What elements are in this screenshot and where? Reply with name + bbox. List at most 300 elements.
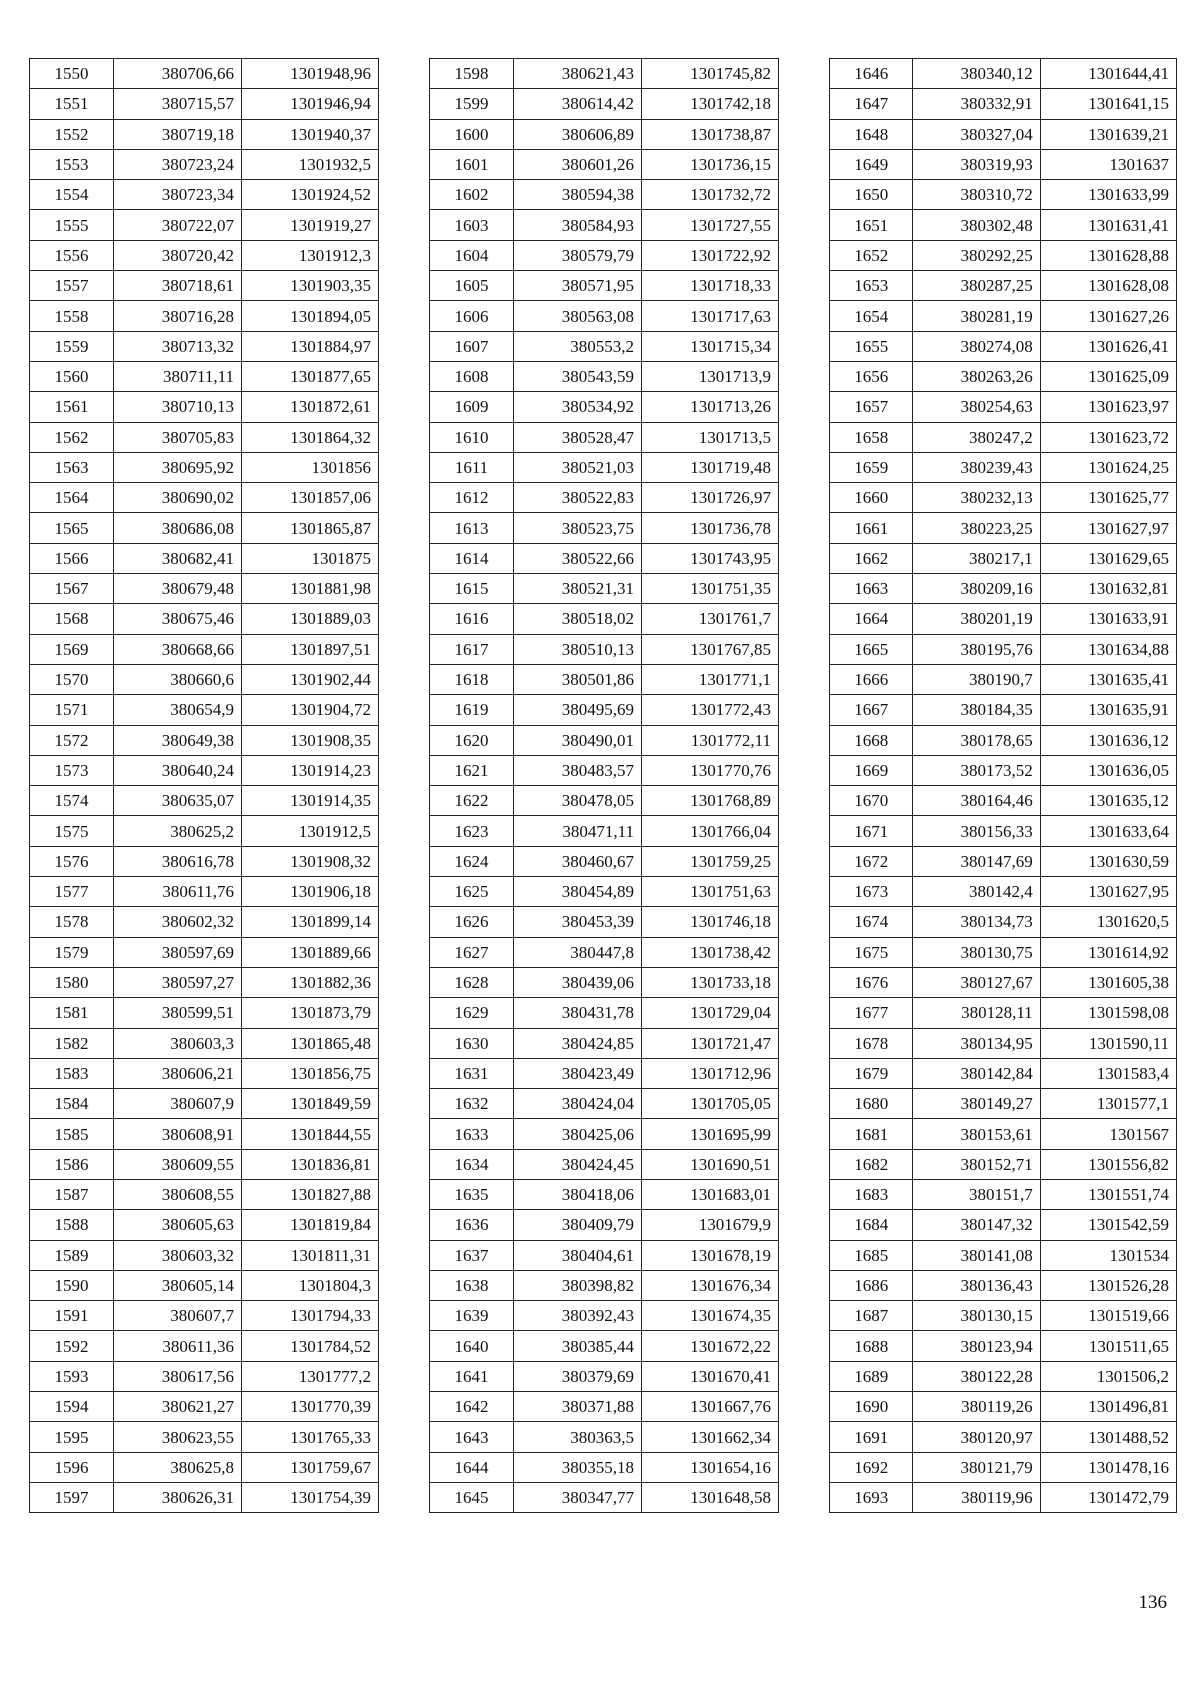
table-row	[830, 240, 1177, 270]
table-row	[430, 967, 779, 997]
y-coordinate-cell: 1301654,16	[642, 1452, 779, 1482]
point-number-cell: 1668	[830, 725, 913, 755]
point-number-cell: 1655	[830, 331, 913, 361]
x-coordinate-cell: 380597,27	[114, 967, 242, 997]
y-coordinate-cell: 1301751,63	[642, 877, 779, 907]
table-row	[830, 574, 1177, 604]
y-coordinate-cell: 1301598,08	[1040, 998, 1176, 1028]
table-row	[30, 1270, 379, 1300]
point-number-cell: 1603	[430, 210, 514, 240]
x-coordinate-cell: 380128,11	[913, 998, 1040, 1028]
point-number-cell: 1663	[830, 574, 913, 604]
y-coordinate-cell: 1301630,59	[1040, 846, 1176, 876]
table-row	[430, 786, 779, 816]
table-row	[830, 907, 1177, 937]
x-coordinate-cell: 380302,48	[913, 210, 1040, 240]
table-row	[830, 786, 1177, 816]
point-number-cell: 1624	[430, 846, 514, 876]
table-row	[30, 1210, 379, 1240]
x-coordinate-cell: 380123,94	[913, 1331, 1040, 1361]
x-coordinate-cell: 380690,02	[114, 483, 242, 513]
table-row	[30, 331, 379, 361]
x-coordinate-cell: 380606,89	[514, 119, 642, 149]
table-row	[430, 1452, 779, 1482]
point-number-cell: 1552	[30, 119, 114, 149]
y-coordinate-cell: 1301727,55	[642, 210, 779, 240]
point-number-cell: 1587	[30, 1179, 114, 1209]
y-coordinate-cell: 1301912,3	[242, 240, 379, 270]
table-row	[430, 210, 779, 240]
table-row	[30, 1089, 379, 1119]
y-coordinate-cell: 1301519,66	[1040, 1301, 1176, 1331]
y-coordinate-cell: 1301759,67	[242, 1452, 379, 1482]
y-coordinate-cell: 1301637	[1040, 149, 1176, 179]
y-coordinate-cell: 1301705,05	[642, 1089, 779, 1119]
x-coordinate-cell: 380518,02	[514, 604, 642, 634]
point-number-cell: 1582	[30, 1028, 114, 1058]
y-coordinate-cell: 1301765,33	[242, 1422, 379, 1452]
y-coordinate-cell: 1301771,1	[642, 664, 779, 694]
table-row	[430, 937, 779, 967]
x-coordinate-cell: 380603,3	[114, 1028, 242, 1058]
table-row	[30, 755, 379, 785]
x-coordinate-cell: 380239,43	[913, 452, 1040, 482]
table-row	[30, 149, 379, 179]
point-number-cell: 1620	[430, 725, 514, 755]
table-row	[430, 180, 779, 210]
y-coordinate-cell: 1301627,97	[1040, 513, 1176, 543]
x-coordinate-cell: 380164,46	[913, 786, 1040, 816]
y-coordinate-cell: 1301738,42	[642, 937, 779, 967]
point-number-cell: 1589	[30, 1240, 114, 1270]
y-coordinate-cell: 1301633,91	[1040, 604, 1176, 634]
x-coordinate-cell: 380141,08	[913, 1240, 1040, 1270]
x-coordinate-cell: 380263,26	[913, 361, 1040, 391]
y-coordinate-cell: 1301627,95	[1040, 877, 1176, 907]
table-row	[830, 1301, 1177, 1331]
point-number-cell: 1574	[30, 786, 114, 816]
point-number-cell: 1618	[430, 664, 514, 694]
x-coordinate-cell: 380478,05	[514, 786, 642, 816]
y-coordinate-cell: 1301715,34	[642, 331, 779, 361]
table-row	[30, 1422, 379, 1452]
table-row	[30, 361, 379, 391]
y-coordinate-cell: 1301912,5	[242, 816, 379, 846]
x-coordinate-cell: 380409,79	[514, 1210, 642, 1240]
table-row	[830, 937, 1177, 967]
table-row	[30, 271, 379, 301]
point-number-cell: 1570	[30, 664, 114, 694]
y-coordinate-cell: 1301914,35	[242, 786, 379, 816]
point-number-cell: 1584	[30, 1089, 114, 1119]
point-number-cell: 1645	[430, 1482, 514, 1512]
x-coordinate-cell: 380178,65	[913, 725, 1040, 755]
table-row	[830, 1119, 1177, 1149]
point-number-cell: 1665	[830, 634, 913, 664]
y-coordinate-cell: 1301856	[242, 452, 379, 482]
x-coordinate-cell: 380543,59	[514, 361, 642, 391]
y-coordinate-cell: 1301633,99	[1040, 180, 1176, 210]
y-coordinate-cell: 1301496,81	[1040, 1392, 1176, 1422]
table-row	[830, 1422, 1177, 1452]
y-coordinate-cell: 1301844,55	[242, 1119, 379, 1149]
x-coordinate-cell: 380563,08	[514, 301, 642, 331]
y-coordinate-cell: 1301767,85	[642, 634, 779, 664]
y-coordinate-cell: 1301884,97	[242, 331, 379, 361]
table-row	[30, 1240, 379, 1270]
x-coordinate-cell: 380571,95	[514, 271, 642, 301]
x-coordinate-cell: 380392,43	[514, 1301, 642, 1331]
table-row	[30, 574, 379, 604]
point-number-cell: 1599	[430, 89, 514, 119]
table-row	[430, 755, 779, 785]
point-number-cell: 1688	[830, 1331, 913, 1361]
x-coordinate-cell: 380223,25	[913, 513, 1040, 543]
x-coordinate-cell: 380621,43	[514, 59, 642, 89]
y-coordinate-cell: 1301736,78	[642, 513, 779, 543]
y-coordinate-cell: 1301865,87	[242, 513, 379, 543]
table-row	[430, 907, 779, 937]
point-number-cell: 1657	[830, 392, 913, 422]
x-coordinate-cell: 380617,56	[114, 1361, 242, 1391]
table-row	[430, 1361, 779, 1391]
table-row	[830, 1361, 1177, 1391]
x-coordinate-cell: 380599,51	[114, 998, 242, 1028]
table-row	[830, 452, 1177, 482]
point-number-cell: 1683	[830, 1179, 913, 1209]
y-coordinate-cell: 1301624,25	[1040, 452, 1176, 482]
x-coordinate-cell: 380607,7	[114, 1301, 242, 1331]
table-row	[830, 180, 1177, 210]
y-coordinate-cell: 1301551,74	[1040, 1179, 1176, 1209]
point-number-cell: 1565	[30, 513, 114, 543]
x-coordinate-cell: 380718,61	[114, 271, 242, 301]
x-coordinate-cell: 380274,08	[913, 331, 1040, 361]
point-number-cell: 1560	[30, 361, 114, 391]
table-row	[830, 816, 1177, 846]
x-coordinate-cell: 380521,03	[514, 452, 642, 482]
y-coordinate-cell: 1301924,52	[242, 180, 379, 210]
y-coordinate-cell: 1301904,72	[242, 695, 379, 725]
point-number-cell: 1607	[430, 331, 514, 361]
coordinate-table-1	[29, 58, 379, 1513]
x-coordinate-cell: 380521,31	[514, 574, 642, 604]
y-coordinate-cell: 1301626,41	[1040, 331, 1176, 361]
table-row	[30, 1028, 379, 1058]
y-coordinate-cell: 1301726,97	[642, 483, 779, 513]
y-coordinate-cell: 1301872,61	[242, 392, 379, 422]
point-number-cell: 1691	[830, 1422, 913, 1452]
y-coordinate-cell: 1301713,9	[642, 361, 779, 391]
table-row	[430, 725, 779, 755]
x-coordinate-cell: 380534,92	[514, 392, 642, 422]
point-number-cell: 1577	[30, 877, 114, 907]
y-coordinate-cell: 1301713,26	[642, 392, 779, 422]
x-coordinate-cell: 380579,79	[514, 240, 642, 270]
y-coordinate-cell: 1301718,33	[642, 271, 779, 301]
point-number-cell: 1613	[430, 513, 514, 543]
x-coordinate-cell: 380471,11	[514, 816, 642, 846]
x-coordinate-cell: 380695,92	[114, 452, 242, 482]
x-coordinate-cell: 380719,18	[114, 119, 242, 149]
x-coordinate-cell: 380152,71	[913, 1149, 1040, 1179]
point-number-cell: 1580	[30, 967, 114, 997]
table-row	[30, 422, 379, 452]
y-coordinate-cell: 1301719,48	[642, 452, 779, 482]
point-number-cell: 1682	[830, 1149, 913, 1179]
x-coordinate-cell: 380287,25	[913, 271, 1040, 301]
x-coordinate-cell: 380626,31	[114, 1482, 242, 1512]
table-row	[430, 1179, 779, 1209]
x-coordinate-cell: 380460,67	[514, 846, 642, 876]
table-row	[30, 907, 379, 937]
point-number-cell: 1611	[430, 452, 514, 482]
table-row	[430, 422, 779, 452]
point-number-cell: 1610	[430, 422, 514, 452]
point-number-cell: 1625	[430, 877, 514, 907]
point-number-cell: 1608	[430, 361, 514, 391]
y-coordinate-cell: 1301667,76	[642, 1392, 779, 1422]
point-number-cell: 1567	[30, 574, 114, 604]
point-number-cell: 1555	[30, 210, 114, 240]
point-number-cell: 1635	[430, 1179, 514, 1209]
point-number-cell: 1557	[30, 271, 114, 301]
x-coordinate-cell: 380425,06	[514, 1119, 642, 1149]
y-coordinate-cell: 1301738,87	[642, 119, 779, 149]
x-coordinate-cell: 380195,76	[913, 634, 1040, 664]
x-coordinate-cell: 380119,26	[913, 1392, 1040, 1422]
point-number-cell: 1562	[30, 422, 114, 452]
x-coordinate-cell: 380136,43	[913, 1270, 1040, 1300]
y-coordinate-cell: 1301674,35	[642, 1301, 779, 1331]
table-row	[430, 301, 779, 331]
table-row	[30, 1482, 379, 1512]
point-number-cell: 1676	[830, 967, 913, 997]
y-coordinate-cell: 1301914,23	[242, 755, 379, 785]
point-number-cell: 1666	[830, 664, 913, 694]
table-row	[30, 786, 379, 816]
point-number-cell: 1591	[30, 1301, 114, 1331]
table-row	[830, 1028, 1177, 1058]
x-coordinate-cell: 380649,38	[114, 725, 242, 755]
table-row	[430, 483, 779, 513]
x-coordinate-cell: 380605,63	[114, 1210, 242, 1240]
point-number-cell: 1554	[30, 180, 114, 210]
table-row	[830, 1392, 1177, 1422]
x-coordinate-cell: 380723,34	[114, 180, 242, 210]
x-coordinate-cell: 380184,35	[913, 695, 1040, 725]
y-coordinate-cell: 1301777,2	[242, 1361, 379, 1391]
point-number-cell: 1617	[430, 634, 514, 664]
point-number-cell: 1612	[430, 483, 514, 513]
x-coordinate-cell: 380635,07	[114, 786, 242, 816]
y-coordinate-cell: 1301679,9	[642, 1210, 779, 1240]
x-coordinate-cell: 380153,61	[913, 1119, 1040, 1149]
x-coordinate-cell: 380523,75	[514, 513, 642, 543]
table-row	[830, 1058, 1177, 1088]
x-coordinate-cell: 380173,52	[913, 755, 1040, 785]
table-row	[430, 877, 779, 907]
table-row	[30, 543, 379, 573]
table-row	[30, 816, 379, 846]
y-coordinate-cell: 1301641,15	[1040, 89, 1176, 119]
table-row	[30, 1361, 379, 1391]
y-coordinate-cell: 1301897,51	[242, 634, 379, 664]
y-coordinate-cell: 1301811,31	[242, 1240, 379, 1270]
y-coordinate-cell: 1301770,39	[242, 1392, 379, 1422]
x-coordinate-cell: 380379,69	[514, 1361, 642, 1391]
point-number-cell: 1640	[430, 1331, 514, 1361]
y-coordinate-cell: 1301804,3	[242, 1270, 379, 1300]
point-number-cell: 1641	[430, 1361, 514, 1391]
table-row	[830, 967, 1177, 997]
table-row	[430, 361, 779, 391]
y-coordinate-cell: 1301542,59	[1040, 1210, 1176, 1240]
y-coordinate-cell: 1301736,15	[642, 149, 779, 179]
x-coordinate-cell: 380713,32	[114, 331, 242, 361]
point-number-cell: 1551	[30, 89, 114, 119]
y-coordinate-cell: 1301745,82	[642, 59, 779, 89]
point-number-cell: 1593	[30, 1361, 114, 1391]
y-coordinate-cell: 1301940,37	[242, 119, 379, 149]
x-coordinate-cell: 380217,1	[913, 543, 1040, 573]
table-row	[830, 392, 1177, 422]
point-number-cell: 1643	[430, 1422, 514, 1452]
y-coordinate-cell: 1301556,82	[1040, 1149, 1176, 1179]
x-coordinate-cell: 380611,76	[114, 877, 242, 907]
point-number-cell: 1629	[430, 998, 514, 1028]
table-row	[30, 1058, 379, 1088]
y-coordinate-cell: 1301836,81	[242, 1149, 379, 1179]
y-coordinate-cell: 1301849,59	[242, 1089, 379, 1119]
point-number-cell: 1684	[830, 1210, 913, 1240]
point-number-cell: 1654	[830, 301, 913, 331]
point-number-cell: 1561	[30, 392, 114, 422]
table-row	[430, 604, 779, 634]
point-number-cell: 1692	[830, 1452, 913, 1482]
y-coordinate-cell: 1301761,7	[642, 604, 779, 634]
y-coordinate-cell: 1301634,88	[1040, 634, 1176, 664]
table-row	[830, 604, 1177, 634]
point-number-cell: 1594	[30, 1392, 114, 1422]
table-row	[30, 846, 379, 876]
table-row	[30, 301, 379, 331]
point-number-cell: 1564	[30, 483, 114, 513]
x-coordinate-cell: 380424,45	[514, 1149, 642, 1179]
y-coordinate-cell: 1301743,95	[642, 543, 779, 573]
point-number-cell: 1659	[830, 452, 913, 482]
point-number-cell: 1585	[30, 1119, 114, 1149]
table-row	[30, 634, 379, 664]
x-coordinate-cell: 380679,48	[114, 574, 242, 604]
x-coordinate-cell: 380597,69	[114, 937, 242, 967]
point-number-cell: 1662	[830, 543, 913, 573]
point-number-cell: 1634	[430, 1149, 514, 1179]
point-number-cell: 1615	[430, 574, 514, 604]
table-row	[30, 937, 379, 967]
point-number-cell: 1609	[430, 392, 514, 422]
point-number-cell: 1667	[830, 695, 913, 725]
x-coordinate-cell: 380149,27	[913, 1089, 1040, 1119]
y-coordinate-cell: 1301733,18	[642, 967, 779, 997]
x-coordinate-cell: 380385,44	[514, 1331, 642, 1361]
y-coordinate-cell: 1301794,33	[242, 1301, 379, 1331]
y-coordinate-cell: 1301676,34	[642, 1270, 779, 1300]
x-coordinate-cell: 380363,5	[514, 1422, 642, 1452]
x-coordinate-cell: 380705,83	[114, 422, 242, 452]
x-coordinate-cell: 380625,8	[114, 1452, 242, 1482]
point-number-cell: 1550	[30, 59, 114, 89]
table-row	[30, 180, 379, 210]
point-number-cell: 1681	[830, 1119, 913, 1149]
table-row	[30, 664, 379, 694]
y-coordinate-cell: 1301873,79	[242, 998, 379, 1028]
table-row	[830, 1240, 1177, 1270]
table-row	[830, 725, 1177, 755]
coordinate-tables	[29, 58, 1177, 1585]
table-row	[830, 119, 1177, 149]
table-row	[430, 1058, 779, 1088]
table-row	[30, 1452, 379, 1482]
y-coordinate-cell: 1301768,89	[642, 786, 779, 816]
x-coordinate-cell: 380424,04	[514, 1089, 642, 1119]
y-coordinate-cell: 1301670,41	[642, 1361, 779, 1391]
table-row	[430, 240, 779, 270]
x-coordinate-cell: 380675,46	[114, 604, 242, 634]
y-coordinate-cell: 1301746,18	[642, 907, 779, 937]
table-row	[430, 543, 779, 573]
x-coordinate-cell: 380439,06	[514, 967, 642, 997]
y-coordinate-cell: 1301683,01	[642, 1179, 779, 1209]
point-number-cell: 1693	[830, 1482, 913, 1512]
table-row	[430, 664, 779, 694]
x-coordinate-cell: 380682,41	[114, 543, 242, 573]
table-row	[30, 483, 379, 513]
table-row	[430, 1028, 779, 1058]
y-coordinate-cell: 1301882,36	[242, 967, 379, 997]
point-number-cell: 1647	[830, 89, 913, 119]
y-coordinate-cell: 1301856,75	[242, 1058, 379, 1088]
point-number-cell: 1563	[30, 452, 114, 482]
table-row	[30, 513, 379, 543]
x-coordinate-cell: 380134,95	[913, 1028, 1040, 1058]
table-row	[830, 755, 1177, 785]
table-row	[430, 1089, 779, 1119]
point-number-cell: 1578	[30, 907, 114, 937]
point-number-cell: 1669	[830, 755, 913, 785]
y-coordinate-cell: 1301875	[242, 543, 379, 573]
y-coordinate-cell: 1301534	[1040, 1240, 1176, 1270]
table-row	[830, 1482, 1177, 1512]
x-coordinate-cell: 380723,24	[114, 149, 242, 179]
x-coordinate-cell: 380611,36	[114, 1331, 242, 1361]
point-number-cell: 1571	[30, 695, 114, 725]
y-coordinate-cell: 1301772,11	[642, 725, 779, 755]
point-number-cell: 1686	[830, 1270, 913, 1300]
table-row	[30, 392, 379, 422]
y-coordinate-cell: 1301881,98	[242, 574, 379, 604]
point-number-cell: 1679	[830, 1058, 913, 1088]
point-number-cell: 1644	[430, 1452, 514, 1482]
point-number-cell: 1672	[830, 846, 913, 876]
y-coordinate-cell: 1301678,19	[642, 1240, 779, 1270]
y-coordinate-cell: 1301633,64	[1040, 816, 1176, 846]
y-coordinate-cell: 1301672,22	[642, 1331, 779, 1361]
point-number-cell: 1658	[830, 422, 913, 452]
y-coordinate-cell: 1301631,41	[1040, 210, 1176, 240]
y-coordinate-cell: 1301526,28	[1040, 1270, 1176, 1300]
y-coordinate-cell: 1301722,92	[642, 240, 779, 270]
